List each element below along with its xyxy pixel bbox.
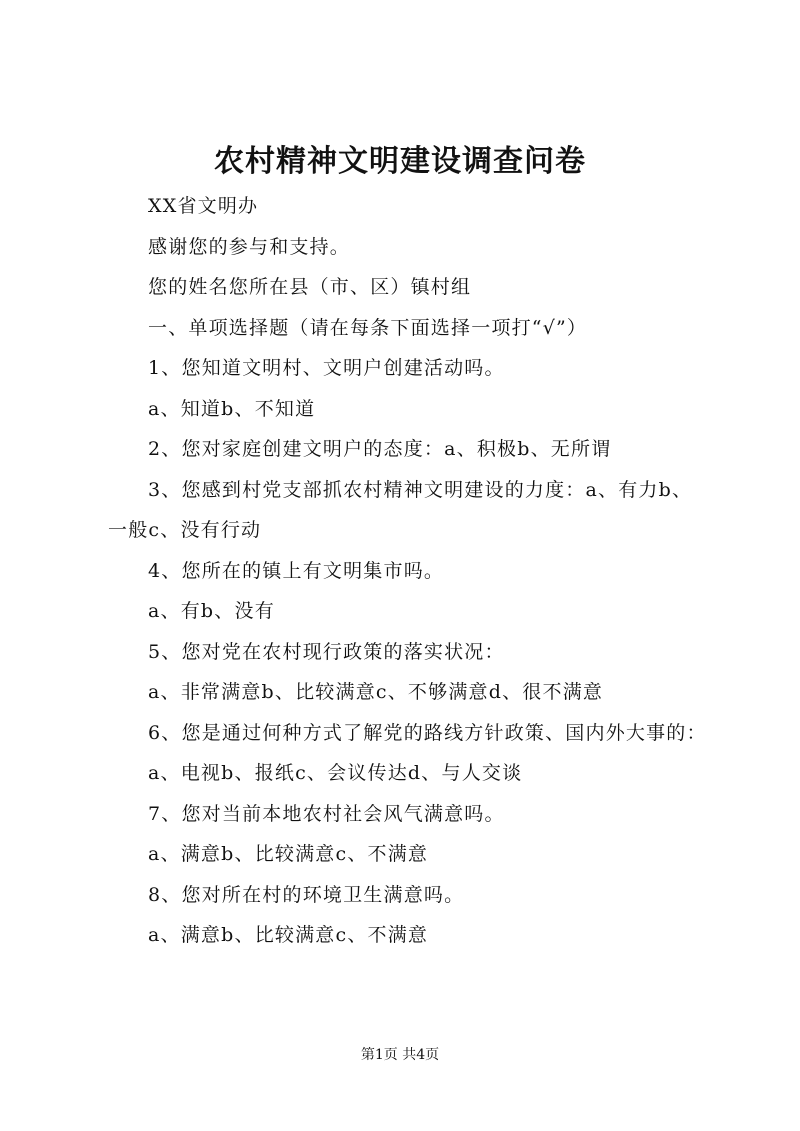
question-7: 7、您对当前本地农村社会风气满意吗。 [148,802,505,825]
answer-options-4: a、有b、没有 [148,600,275,622]
issuer-line: XX省文明办 [148,195,259,217]
question-4: 4、您所在的镇上有文明集市吗。 [148,559,445,582]
answer-options-8: a、满意b、比较满意c、不满意 [148,924,429,946]
answer-options-1: a、知道b、不知道 [148,397,316,420]
question-2: 2、您对家庭创建文明户的态度：a、积极b、无所谓 [148,438,612,460]
section-heading: 一、单项选择题（请在每条下面选择一项打“√”） [148,316,588,339]
respondent-info-line: 您的姓名您所在县（市、区）镇村组 [148,276,472,298]
question-3: 3、您感到村党支部抓农村精神文明建设的力度：a、有力b、一般c、没有行动 [108,478,693,541]
page-footer: 第1页 共4页 [360,1047,440,1063]
question-8: 8、您对所在村的环境卫生满意吗。 [148,883,465,906]
question-6: 6、您是通过何种方式了解党的路线方针政策、国内外大事的： [148,721,707,744]
question-1: 1、您知道文明村、文明户创建活动吗。 [148,357,505,379]
document-title: 农村精神文明建设调查问卷 [214,144,586,179]
answer-options-5: a、非常满意b、比较满意c、不够满意d、很不满意 [148,681,604,703]
document-body [108,186,708,956]
question-5: 5、您对党在农村现行政策的落实状况： [148,640,505,663]
answer-options-7: a、满意b、比较满意c、不满意 [148,843,429,865]
answer-options-6: a、电视b、报纸c、会议传达d、与人交谈 [148,762,523,784]
thanks-line: 感谢您的参与和支持。 [148,235,351,258]
